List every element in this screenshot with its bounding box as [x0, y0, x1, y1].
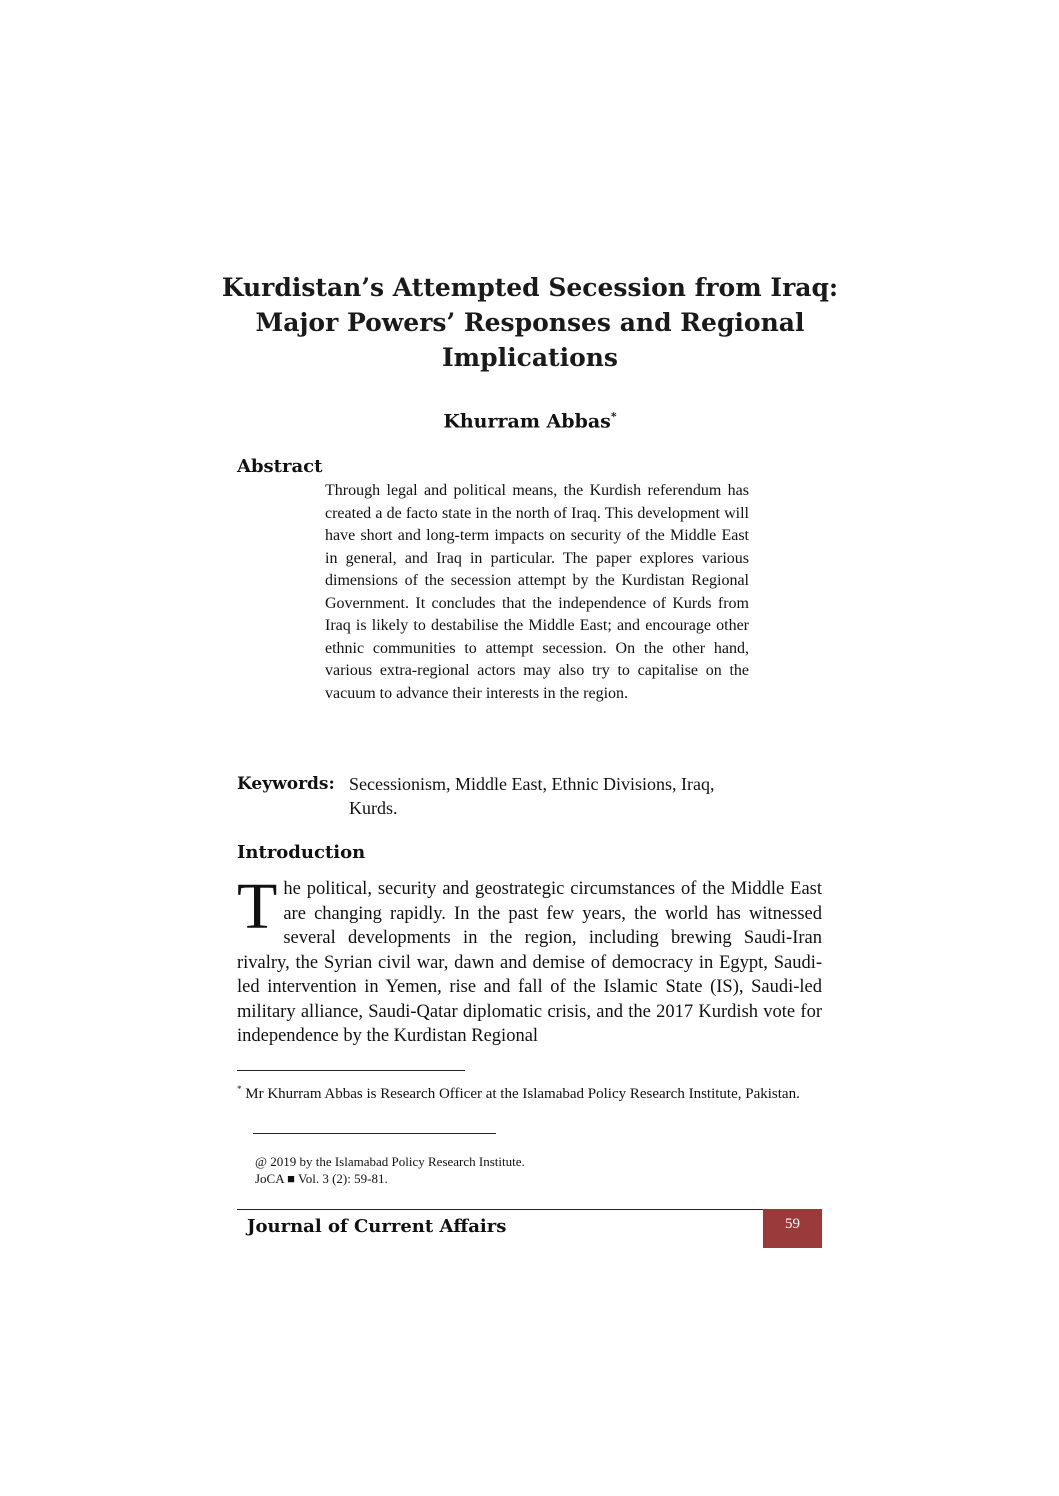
drop-cap: T: [237, 870, 278, 943]
title-line-3: Implications: [441, 343, 618, 372]
footnote: [237, 1080, 822, 1104]
page-number-box: [763, 1209, 822, 1248]
page-number: 59: [785, 1216, 800, 1232]
copyright-line-1: @ 2019 by the Islamabad Policy Research Institute.: [255, 1154, 525, 1169]
keywords-label: Keywords:: [237, 774, 335, 794]
abstract-heading: Abstract: [237, 456, 323, 477]
keywords-text: Secessionism, Middle East, Ethnic Divisions, Iraq, Kurds.: [349, 774, 715, 818]
journal-name: Journal of Current Affairs: [247, 1216, 507, 1237]
title-line-2: Major Powers’ Responses and Regional: [255, 308, 805, 337]
footer-rule: [237, 1209, 822, 1210]
introduction-heading: Introduction: [237, 842, 366, 863]
author: [360, 410, 700, 432]
introduction-text: he political, security and geostrategic circumstances of the Middle East are changing rapidly. In the past few years, the world has witnessed several developments in the region, including brewing Saudi-Iran rivalry, the Syrian civil war, dawn and demise of democracy in Egypt, Saudi-led intervention in Yemen, rise and fall of the Islamic State (IS), Saudi-led military alliance, Saudi-Qatar diplomatic crisis, and the 2017 Kurdish vote for independence by the Kurdistan Regional: [237, 879, 822, 1046]
footnote-text: Mr Khurram Abbas is Research Officer at the Islamabad Policy Research Institute, Pakistan.: [245, 1086, 800, 1102]
author-footnote-marker: *: [610, 410, 617, 423]
article-title: [220, 270, 840, 375]
title-line-1: Kurdistan’s Attempted Secession from Iraq:: [221, 273, 839, 302]
introduction-body: [237, 870, 822, 1049]
abstract-body: Through legal and political means, the Kurdish referendum has created a de facto state in the north of Iraq. This development will have short and long-term impacts on security of the Middle East in general, and Iraq in particular. The paper explores various dimensions of the secession attempt by the Kurdistan Regional Government. It concludes that the independence of Kurds from Iraq is likely to destabilise the Middle East; and encourage other ethnic communities to attempt secession. On the other hand, various extra-regional actors may also try to capitalise on the vacuum to advance their interests in the region.: [325, 482, 749, 702]
footnote-divider: [237, 1070, 465, 1071]
copyright: [255, 1153, 525, 1187]
copyright-divider: [253, 1133, 496, 1134]
author-name: Khurram Abbas: [443, 410, 611, 433]
citation-line: JoCA ■ Vol. 3 (2): 59-81.: [255, 1171, 388, 1186]
footnote-marker: *: [237, 1084, 242, 1094]
